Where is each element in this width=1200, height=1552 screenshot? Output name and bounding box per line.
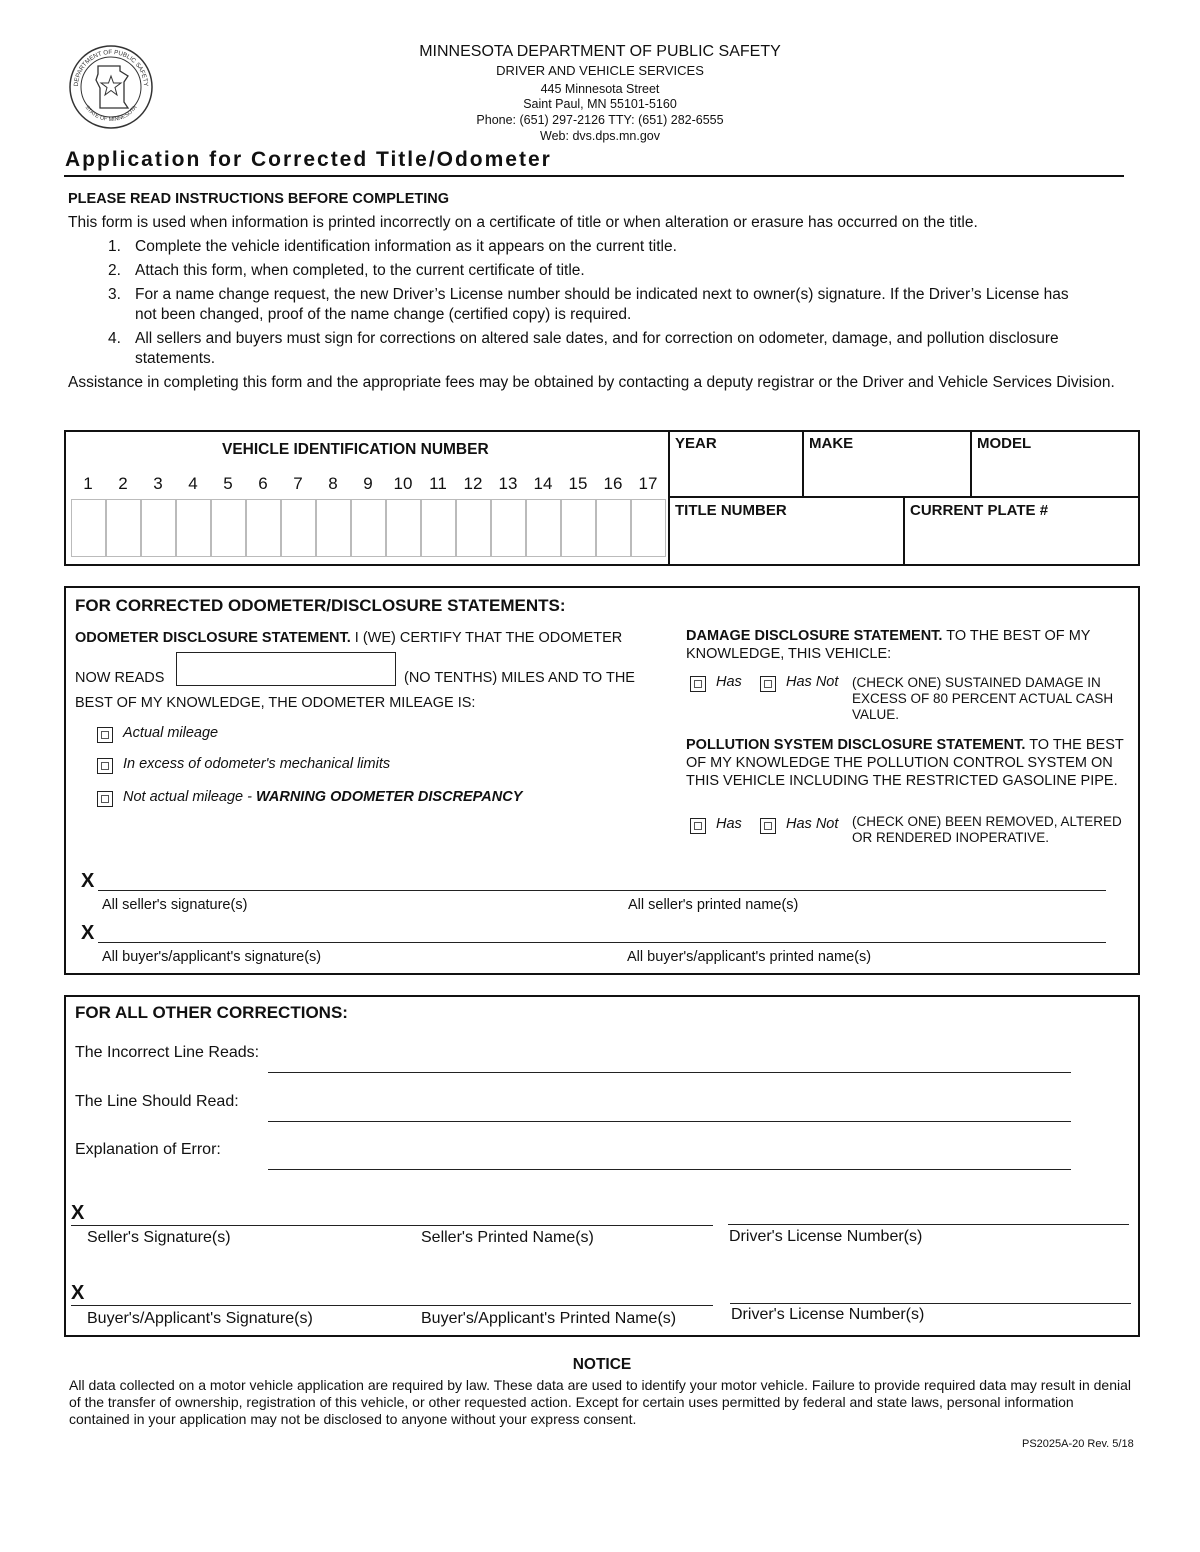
vin-position-label: 10 xyxy=(393,474,413,493)
vin-position-label: 16 xyxy=(603,474,623,493)
buyer-license-label: Driver's License Number(s) xyxy=(731,1306,925,1323)
step-number: 3. xyxy=(108,286,121,303)
pollution-has-checkbox[interactable] xyxy=(690,818,706,834)
vin-position-label: 8 xyxy=(328,474,338,493)
damage-statement xyxy=(686,627,1126,663)
vin-character-cell[interactable] xyxy=(456,499,491,557)
buyer-license-line[interactable] xyxy=(730,1303,1131,1304)
damage-has-not-label: Has Not xyxy=(786,674,839,690)
excess-mileage-label: In excess of odometer's mechanical limits xyxy=(123,756,391,772)
damage-has-not-checkbox[interactable] xyxy=(760,676,776,692)
actual-mileage-checkbox[interactable] xyxy=(97,727,113,743)
best-of-knowledge-label: BEST OF MY KNOWLEDGE, THE ODOMETER MILEAGE IS: xyxy=(75,695,476,711)
pollution-statement xyxy=(686,736,1126,790)
buyer-signature-line[interactable] xyxy=(98,942,1106,943)
state-seal-logo xyxy=(68,44,154,130)
vin-position-label: 15 xyxy=(568,474,588,493)
pollution-has-not-label: Has Not xyxy=(786,816,839,832)
current-plate-field[interactable] xyxy=(906,522,1137,562)
vin-position-label: 2 xyxy=(118,474,128,493)
vin-character-cell[interactable] xyxy=(351,499,386,557)
buyer-sign-mark: X xyxy=(81,922,95,944)
step-text: For a name change request, the new Driver’s License number should be indicated next to owner(s) signature. If the Driver’s License has not been changed, proof of the name change (certified copy) is required. xyxy=(135,286,1069,323)
form-title: Application for Corrected Title/Odometer xyxy=(65,148,552,171)
vin-position-label: 5 xyxy=(223,474,233,493)
odometer-section-title: FOR CORRECTED ODOMETER/DISCLOSURE STATEMENTS: xyxy=(75,596,566,615)
vin-character-cell[interactable] xyxy=(421,499,456,557)
vin-character-cell[interactable] xyxy=(561,499,596,557)
website: Web: dvs.dps.mn.gov xyxy=(540,129,660,143)
incorrect-line-field[interactable] xyxy=(268,1072,1071,1073)
vin-position-label: 3 xyxy=(153,474,163,493)
title-plate-divider xyxy=(903,497,905,565)
seller-printed-name-label: All seller's printed name(s) xyxy=(628,897,799,913)
seller-sign-mark: X xyxy=(81,870,95,892)
step-number: 2. xyxy=(108,262,121,279)
damage-statement-heading: DAMAGE DISCLOSURE STATEMENT. xyxy=(686,628,943,644)
should-read-label: The Line Should Read: xyxy=(75,1093,239,1110)
excess-mileage-checkbox[interactable] xyxy=(97,758,113,774)
seller-sign-mark-2: X xyxy=(71,1202,85,1224)
not-actual-mileage-label xyxy=(123,789,522,805)
not-actual-mileage-checkbox[interactable] xyxy=(97,791,113,807)
vin-position-label: 13 xyxy=(498,474,518,493)
damage-has-label: Has xyxy=(716,674,742,690)
pollution-statement-text: TO THE BEST OF MY KNOWLEDGE THE POLLUTION CONTROL SYSTEM ON THIS VEHICLE INCLUDING THE RESTRICTED GASOLINE PIPE. xyxy=(686,737,1124,789)
no-tenths-label: (NO TENTHS) MILES AND TO THE xyxy=(404,670,635,686)
incorrect-line-label: The Incorrect Line Reads: xyxy=(75,1044,260,1061)
vin-character-cell[interactable] xyxy=(106,499,141,557)
vin-character-cell[interactable] xyxy=(526,499,561,557)
seller-printed-name-label-2: Seller's Printed Name(s) xyxy=(421,1229,594,1246)
explanation-label: Explanation of Error: xyxy=(75,1141,221,1158)
step-number: 4. xyxy=(108,330,121,347)
should-read-field[interactable] xyxy=(268,1121,1071,1122)
odometer-warning: WARNING ODOMETER DISCREPANCY xyxy=(255,789,523,805)
pollution-has-not-checkbox[interactable] xyxy=(760,818,776,834)
explanation-field[interactable] xyxy=(268,1169,1071,1170)
other-corrections-title: FOR ALL OTHER CORRECTIONS: xyxy=(75,1003,348,1022)
vin-position-label: 14 xyxy=(533,474,553,493)
vin-position-label: 12 xyxy=(463,474,483,493)
step-number: 1. xyxy=(108,238,121,255)
odometer-statement-text: I (WE) CERTIFY THAT THE ODOMETER xyxy=(350,630,623,646)
vin-character-cell[interactable] xyxy=(246,499,281,557)
seller-license-label: Driver's License Number(s) xyxy=(729,1228,923,1245)
division-name: DRIVER AND VEHICLE SERVICES xyxy=(496,63,704,78)
actual-mileage-label: Actual mileage xyxy=(123,725,219,741)
title-number-field[interactable] xyxy=(670,522,901,562)
step-text: Complete the vehicle identification information as it appears on the current title. xyxy=(135,238,677,255)
vin-character-cell[interactable] xyxy=(281,499,316,557)
vin-character-cell[interactable] xyxy=(491,499,526,557)
damage-has-checkbox[interactable] xyxy=(690,676,706,692)
title-divider xyxy=(64,175,1124,177)
seller-signature-line-2[interactable] xyxy=(71,1225,713,1226)
city-address: Saint Paul, MN 55101-5160 xyxy=(523,97,677,111)
title-number-label: TITLE NUMBER xyxy=(675,502,787,519)
agency-name: MINNESOTA DEPARTMENT OF PUBLIC SAFETY xyxy=(419,43,781,60)
now-reads-label: NOW READS xyxy=(75,670,165,686)
vin-character-cell[interactable] xyxy=(596,499,631,557)
current-plate-label: CURRENT PLATE # xyxy=(910,502,1049,519)
buyer-printed-name-label: All buyer's/applicant's printed name(s) xyxy=(627,949,872,965)
year-field[interactable] xyxy=(670,456,801,494)
vin-position-label: 1 xyxy=(83,474,93,493)
vin-position-label: 7 xyxy=(293,474,303,493)
vin-position-label: 11 xyxy=(429,474,447,493)
notice-text: All data collected on a motor vehicle application are required by law. These data are used to identify your motor vehicle. Failure to provide required data may result in denial of the transfer of ownership, registration of this vehicle, or other requested action. Except for certain uses permitted by federal and state laws, personal information contained in your application may not be disclosed to anyone without your express consent. xyxy=(69,1377,1131,1427)
damage-statement-text: TO THE BEST OF MY KNOWLEDGE, THIS VEHICLE: xyxy=(686,628,1091,662)
seller-signature-label-2: Seller's Signature(s) xyxy=(87,1229,231,1246)
pollution-check-text: (CHECK ONE) BEEN REMOVED, ALTERED OR RENDERED INOPERATIVE. xyxy=(852,814,1122,845)
seller-signature-label: All seller's signature(s) xyxy=(102,897,248,913)
step-text: Attach this form, when completed, to the current certificate of title. xyxy=(135,262,585,279)
vin-character-cell[interactable] xyxy=(71,499,106,557)
odometer-statement-heading: ODOMETER DISCLOSURE STATEMENT. xyxy=(75,630,351,646)
notice-title: NOTICE xyxy=(572,1356,632,1373)
make-field[interactable] xyxy=(805,456,968,494)
vin-position-label: 17 xyxy=(638,474,658,493)
year-make-divider xyxy=(802,431,804,497)
buyer-signature-label: All buyer's/applicant's signature(s) xyxy=(102,949,322,965)
model-label: MODEL xyxy=(977,435,1032,452)
pollution-has-label: Has xyxy=(716,816,742,832)
buyer-printed-name-label-2: Buyer's/Applicant's Printed Name(s) xyxy=(421,1310,677,1327)
vin-character-cell[interactable] xyxy=(386,499,421,557)
model-field[interactable] xyxy=(973,456,1137,494)
vin-position-label: 6 xyxy=(258,474,268,493)
not-actual-text: Not actual mileage - xyxy=(123,789,256,805)
seller-license-line[interactable] xyxy=(728,1224,1129,1225)
odometer-reading-input[interactable] xyxy=(176,652,396,686)
vin-character-cell[interactable] xyxy=(316,499,351,557)
buyer-sign-mark-2: X xyxy=(71,1282,85,1304)
phone-numbers: Phone: (651) 297-2126 TTY: (651) 282-6555 xyxy=(476,113,724,127)
vin-character-cell[interactable] xyxy=(211,499,246,557)
seller-signature-line[interactable] xyxy=(98,890,1106,891)
vin-position-label: 9 xyxy=(363,474,373,493)
make-label: MAKE xyxy=(809,435,854,452)
instructions-intro: This form is used when information is printed incorrectly on a certificate of title or when alteration or erasure has occurred on the title. xyxy=(68,214,978,231)
make-model-divider xyxy=(970,431,972,497)
pollution-statement-heading: POLLUTION SYSTEM DISCLOSURE STATEMENT. xyxy=(686,737,1026,753)
buyer-signature-label-2: Buyer's/Applicant's Signature(s) xyxy=(87,1310,313,1327)
buyer-signature-line-2[interactable] xyxy=(71,1305,713,1306)
vin-label: VEHICLE IDENTIFICATION NUMBER xyxy=(222,441,489,458)
damage-check-text: (CHECK ONE) SUSTAINED DAMAGE IN EXCESS OF 80 PERCENT ACTUAL CASH VALUE. xyxy=(852,675,1114,722)
step-text: All sellers and buyers must sign for corrections on altered sale dates, and for correction on odometer, damage, and pollution disclosure statements. xyxy=(135,330,1059,367)
odometer-statement xyxy=(75,629,665,647)
instructions-assistance: Assistance in completing this form and the appropriate fees may be obtained by contacting a deputy registrar or the Driver and Vehicle Services Division. xyxy=(68,374,1115,391)
vin-character-cell[interactable] xyxy=(141,499,176,557)
vin-character-cell[interactable] xyxy=(176,499,211,557)
svg-text:DEPARTMENT OF PUBLIC SAFETY: DEPARTMENT OF PUBLIC SAFETY xyxy=(72,48,150,87)
year-label: YEAR xyxy=(675,435,717,452)
svg-text:STATE OF MINNESOTA: STATE OF MINNESOTA xyxy=(83,104,139,123)
form-number: PS2025A-20 Rev. 5/18 xyxy=(1022,1438,1134,1450)
vin-character-cell[interactable] xyxy=(631,499,666,557)
street-address: 445 Minnesota Street xyxy=(540,82,660,96)
instructions-heading: PLEASE READ INSTRUCTIONS BEFORE COMPLETING xyxy=(68,191,450,207)
vin-position-label: 4 xyxy=(188,474,198,493)
